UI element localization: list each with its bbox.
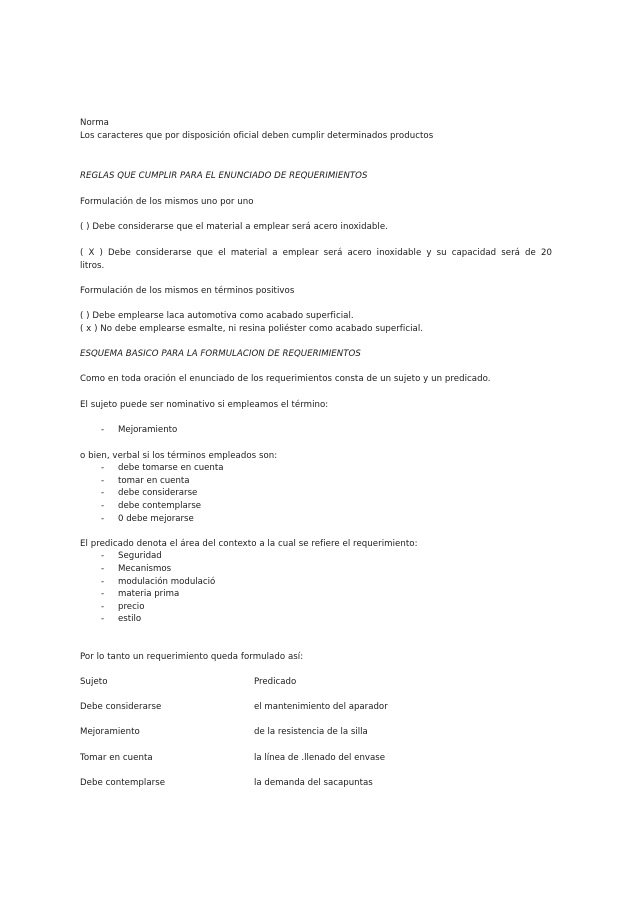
col-header-sujeto: Sujeto <box>80 677 108 687</box>
esquema-intro: Como en toda oración el enunciado de los requerimientos consta de un sujeto y un predicado. <box>80 374 491 384</box>
col-header-predicado: Predicado <box>254 677 297 687</box>
list-dash: - <box>101 602 105 612</box>
reglas-heading: REGLAS QUE CUMPLIR PARA EL ENUNCIADO DE REQUERIMIENTOS <box>80 171 368 181</box>
list-item: debe considerarse <box>118 488 198 498</box>
formulado-intro: Por lo tanto un requerimiento queda formulado así: <box>80 652 304 662</box>
esquema-heading: ESQUEMA BASICO PARA LA FORMULACION DE REQUERIMIENTOS <box>80 349 361 359</box>
list-item: Mecanismos <box>118 564 172 574</box>
list-dash: - <box>101 551 105 561</box>
list-dash: - <box>101 463 105 473</box>
list-dash: - <box>101 501 105 511</box>
regla-item: ( ) Debe emplearse laca automotiva como acabado superficial. <box>80 311 354 321</box>
table-cell-sujeto: Mejoramiento <box>80 727 140 737</box>
list-item: Seguridad <box>118 551 162 561</box>
list-dash: - <box>101 425 105 435</box>
sujeto-text: El sujeto puede ser nominativo si empleamos el término: <box>80 400 329 410</box>
list-dash: - <box>101 488 105 498</box>
table-cell-predicado: de la resistencia de la silla <box>254 727 368 737</box>
table-cell-sujeto: Debe contemplarse <box>80 778 166 788</box>
list-dash: - <box>101 577 105 587</box>
list-item: modulación modulació <box>118 577 216 587</box>
list-item: precio <box>118 602 145 612</box>
list-dash: - <box>101 589 105 599</box>
regla-item-continuation: litros. <box>80 261 105 271</box>
list-item: estilo <box>118 614 142 624</box>
norma-definition: Los caracteres que por disposición oficial deben cumplir determinados productos <box>80 131 434 141</box>
regla-item: ( ) Debe considerarse que el material a emplear será acero inoxidable. <box>80 222 388 232</box>
verbal-text: o bien, verbal si los términos empleados son: <box>80 451 278 461</box>
list-item: tomar en cuenta <box>118 476 190 486</box>
list-item: debe contemplarse <box>118 501 202 511</box>
table-cell-predicado: la demanda del sacapuntas <box>254 778 373 788</box>
table-cell-predicado: la línea de .llenado del envase <box>254 753 386 763</box>
list-item: debe tomarse en cuenta <box>118 463 224 473</box>
table-cell-predicado: el mantenimiento del aparador <box>254 702 388 712</box>
table-cell-sujeto: Debe considerarse <box>80 702 162 712</box>
predicado-text: El predicado denota el área del contexto a la cual se refiere el requerimiento: <box>80 539 418 549</box>
regla-item: ( X ) Debe considerarse que el material a emplear será acero inoxidable y su capacidad será de 20 <box>80 248 552 258</box>
list-dash: - <box>101 514 105 524</box>
list-item: materia prima <box>118 589 180 599</box>
list-item: 0 debe mejorarse <box>118 514 194 524</box>
list-dash: - <box>101 614 105 624</box>
list-dash: - <box>101 564 105 574</box>
list-dash: - <box>101 476 105 486</box>
regla-item: ( x ) No debe emplearse esmalte, ni resina poliéster como acabado superficial. <box>80 324 424 334</box>
formulacion-uno-por-uno: Formulación de los mismos uno por uno <box>80 197 254 207</box>
norma-title: Norma <box>80 118 109 128</box>
table-cell-sujeto: Tomar en cuenta <box>80 753 153 763</box>
formulacion-positivos: Formulación de los mismos en términos positivos <box>80 286 295 296</box>
list-item: Mejoramiento <box>118 425 178 435</box>
